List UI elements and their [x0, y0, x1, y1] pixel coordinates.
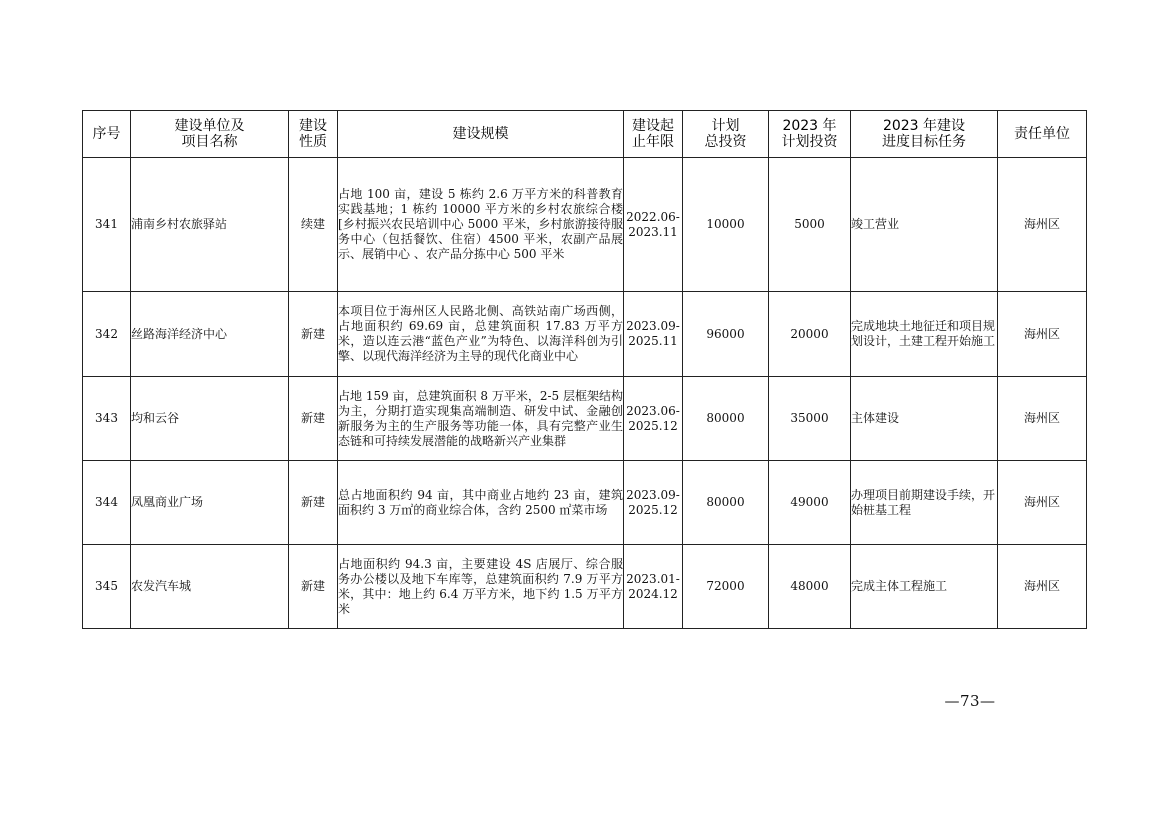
period-start: 2022.06- [626, 209, 680, 224]
cell-project-name: 浦南乡村农旅驿站 [131, 158, 289, 292]
table-row [83, 545, 1087, 629]
project-table [82, 110, 1087, 629]
cell-dept: 海州区 [998, 158, 1087, 292]
table-row [83, 292, 1087, 377]
table-row [83, 158, 1087, 292]
period-end: 2024.12 [628, 586, 678, 601]
cell-target-2023: 完成地块土地征迁和项目规划设计，土建工程开始施工 [851, 292, 998, 377]
table-row [83, 461, 1087, 545]
header-scale: 建设规模 [338, 111, 624, 158]
cell-project-name: 丝路海洋经济中心 [131, 292, 289, 377]
cell-period [624, 377, 683, 461]
header-nature: 建设 性质 [289, 111, 338, 158]
cell-total-investment: 96000 [683, 292, 769, 377]
header-period: 建设起 止年限 [624, 111, 683, 158]
cell-seq: 341 [83, 158, 131, 292]
cell-seq: 342 [83, 292, 131, 377]
header-total-investment: 计划 总投资 [683, 111, 769, 158]
cell-scale: 总占地面积约 94 亩，其中商业占地约 23 亩，建筑面积约 3 万㎡的商业综合体，含约 2500 ㎡菜市场 [338, 461, 624, 545]
cell-seq: 343 [83, 377, 131, 461]
cell-plan-2023: 35000 [769, 377, 851, 461]
header-seq: 序号 [83, 111, 131, 158]
cell-scale: 占地面积约 94.3 亩，主要建设 4S 店展厅、综合服务办公楼以及地下车库等，总建筑面积约 7.9 万平方米，其中：地上约 6.4 万平方米，地下约 1.5 万平方米 [338, 545, 624, 629]
cell-nature: 新建 [289, 461, 338, 545]
period-end: 2023.11 [628, 224, 678, 239]
cell-project-name: 农发汽车城 [131, 545, 289, 629]
cell-nature: 新建 [289, 377, 338, 461]
period-start: 2023.06- [626, 403, 680, 418]
cell-target-2023: 完成主体工程施工 [851, 545, 998, 629]
cell-nature: 新建 [289, 545, 338, 629]
cell-target-2023: 竣工营业 [851, 158, 998, 292]
table-header-row [83, 111, 1087, 158]
table-row [83, 377, 1087, 461]
cell-dept: 海州区 [998, 292, 1087, 377]
cell-total-investment: 80000 [683, 377, 769, 461]
cell-plan-2023: 48000 [769, 545, 851, 629]
cell-dept: 海州区 [998, 461, 1087, 545]
period-end: 2025.12 [628, 418, 678, 433]
cell-period [624, 158, 683, 292]
period-start: 2023.01- [626, 571, 680, 586]
period-start: 2023.09- [626, 319, 680, 333]
cell-plan-2023: 49000 [769, 461, 851, 545]
cell-period [624, 292, 683, 377]
cell-project-name: 均和云谷 [131, 377, 289, 461]
page-number: —73— [944, 692, 996, 710]
cell-total-investment: 10000 [683, 158, 769, 292]
period-end: 2025.12 [628, 502, 678, 517]
cell-period [624, 461, 683, 545]
header-dept: 责任单位 [998, 111, 1087, 158]
cell-seq: 344 [83, 461, 131, 545]
period-end: 2025.11 [628, 334, 678, 348]
cell-seq: 345 [83, 545, 131, 629]
cell-dept: 海州区 [998, 545, 1087, 629]
cell-scale: 本项目位于海州区人民路北侧、高铁站南广场西侧，占地面积约 69.69 亩，总建筑面积 17.83 万平方米，造以连云港“蓝色产业”为特色、以海洋科创为引擎、以现代海洋经济为主导的现代化商业中心 [338, 292, 624, 377]
cell-scale: 占地 100 亩，建设 5 栋约 2.6 万平方米的科普教育实践基地；1 栋约 10000 平方米的乡村农旅综合楼[乡村振兴农民培训中心 5000 平米，乡村旅游接待服务中心（包括餐饮、住宿）4500 平米，农副产品展示、展销中心 、农产品分拣中心 500 平米 [338, 158, 624, 292]
cell-target-2023: 主体建设 [851, 377, 998, 461]
cell-nature: 续建 [289, 158, 338, 292]
cell-scale: 占地 159 亩，总建筑面积 8 万平米，2-5 层框架结构为主，分期打造实现集高端制造、研发中试、金融创新服务为主的生产服务等功能一体，具有完整产业生态链和可持续发展潜能的战略新兴产业集群 [338, 377, 624, 461]
period-start: 2023.09- [626, 487, 680, 502]
cell-target-2023: 办理项目前期建设手续，开始桩基工程 [851, 461, 998, 545]
cell-dept: 海州区 [998, 377, 1087, 461]
cell-period [624, 545, 683, 629]
header-target-2023: 2023 年建设 进度目标任务 [851, 111, 998, 158]
header-unit: 建设单位及 项目名称 [131, 111, 289, 158]
header-plan-2023: 2023 年 计划投资 [769, 111, 851, 158]
cell-project-name: 凤凰商业广场 [131, 461, 289, 545]
cell-total-investment: 80000 [683, 461, 769, 545]
cell-plan-2023: 5000 [769, 158, 851, 292]
cell-total-investment: 72000 [683, 545, 769, 629]
cell-nature: 新建 [289, 292, 338, 377]
cell-plan-2023: 20000 [769, 292, 851, 377]
